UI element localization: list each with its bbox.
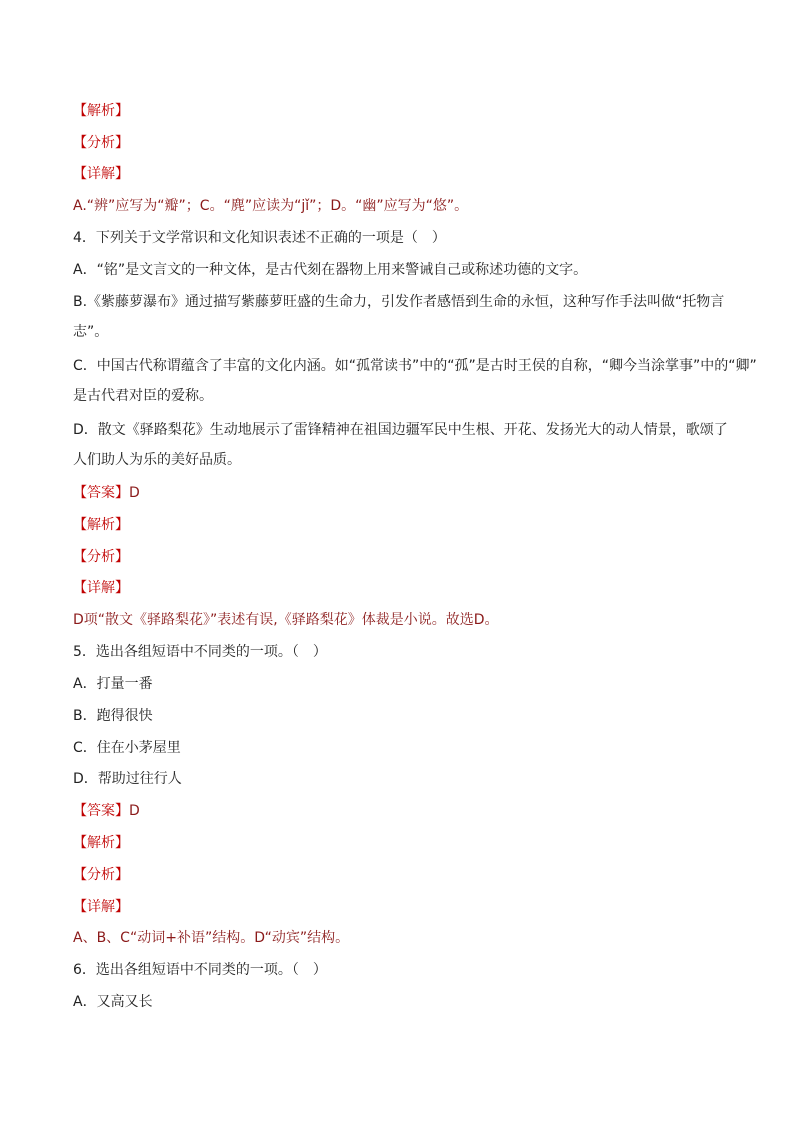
q5-option-c: C．住在小茅屋里 [73, 740, 181, 756]
q3-analysis-label: 【解析】 [73, 103, 129, 119]
q3-fenxi-label: 【分析】 [73, 135, 129, 151]
q4-option-d-line2: 人们助人为乐的美好品质。 [73, 452, 241, 468]
q5-answer-value: D [129, 803, 140, 819]
q3-detail-text: A.“辨”应写为“瓣”；C。“麂”应读为“jǐ”；D。“幽”应写为“悠”。 [73, 198, 469, 214]
q5-analysis-label: 【解析】 [73, 835, 129, 851]
q4-option-c-line2: 是古代君对臣的爱称。 [73, 388, 213, 404]
q5-answer [73, 801, 723, 821]
q4-stem: 4．下列关于文学常识和文化知识表述不正确的一项是（ ） [73, 230, 446, 246]
q4-analysis-label: 【解析】 [73, 517, 129, 533]
q3-detail-label: 【详解】 [73, 166, 129, 182]
q4-option-c-line1: C．中国古代称谓蕴含了丰富的文化内涵。如“孤常读书”中的“孤”是古时王侯的自称，“卿今当涂掌事”中的“卿” [73, 358, 757, 374]
q4-fenxi-label: 【分析】 [73, 549, 129, 565]
q5-answer-label: 【答案】 [73, 803, 129, 819]
q4-option-b-line1: B.《紫藤萝瀑布》通过描写紫藤萝旺盛的生命力，引发作者感悟到生命的永恒，这种写作手法叫做“托物言 [73, 294, 725, 310]
q5-fenxi-label: 【分析】 [73, 867, 129, 883]
q4-option-d-line1: D．散文《驿路梨花》生动地展示了雷锋精神在祖国边疆军民中生根、开花、发扬光大的动人情景，歌颂了 [73, 422, 728, 438]
q4-detail-text: D项“散文《驿路梨花》”表述有误,《驿路梨花》体裁是小说。故选D。 [73, 612, 499, 628]
q4-detail-label: 【详解】 [73, 580, 129, 596]
q4-answer-value: D [129, 485, 140, 501]
q6-option-a: A．又高又长 [73, 994, 153, 1010]
q5-detail-label: 【详解】 [73, 899, 129, 915]
q4-answer-label: 【答案】 [73, 485, 129, 501]
q4-answer [73, 483, 723, 503]
q5-detail-text: A、B、C“动词+补语”结构。D“动宾”结构。 [73, 930, 350, 946]
q5-option-a: A．打量一番 [73, 676, 153, 692]
q5-option-b: B．跑得很快 [73, 708, 153, 724]
q4-option-b-line2: 志”。 [73, 324, 109, 340]
q5-stem: 5．选出各组短语中不同类的一项。（ ） [73, 644, 327, 660]
q6-stem: 6．选出各组短语中不同类的一项。（ ） [73, 962, 327, 978]
q4-option-a: A．“铭”是文言文的一种文体，是古代刻在器物上用来警诫自己或称述功德的文字。 [73, 262, 588, 278]
q5-option-d: D．帮助过往行人 [73, 771, 182, 787]
